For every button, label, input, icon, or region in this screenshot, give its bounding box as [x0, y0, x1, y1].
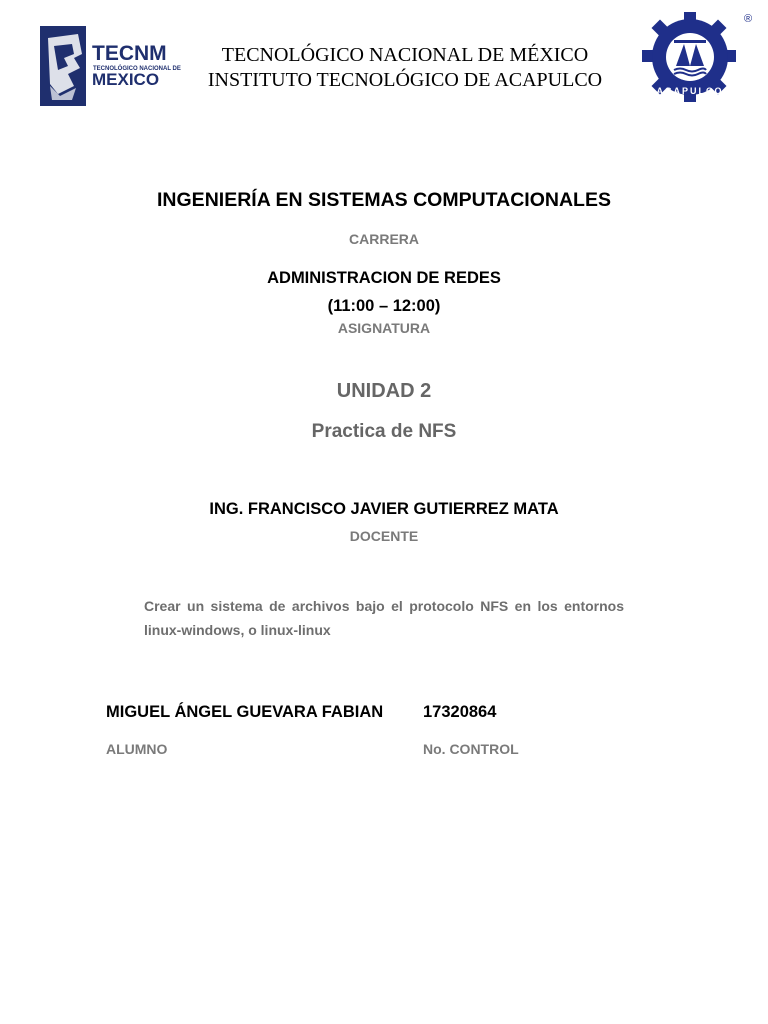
institute-name: INSTITUTO TECNOLÓGICO DE ACAPULCO — [207, 69, 603, 91]
teacher-name: ING. FRANCISCO JAVIER GUTIERREZ MATA — [209, 500, 559, 518]
unit-title: UNIDAD 2 — [336, 380, 432, 402]
registered-mark: ® — [744, 13, 753, 25]
institution-header — [180, 43, 630, 93]
control-label: No. CONTROL — [423, 741, 519, 757]
subject-label: ASIGNATURA — [337, 320, 431, 336]
practice-description: Crear un sistema de archivos bajo el protocolo NFS en los entornos linux-windows, o linux-linux — [144, 598, 624, 638]
subject-schedule: (11:00 – 12:00) — [327, 297, 441, 315]
control-number: 17320864 — [423, 703, 497, 721]
tecnm-logo-word1: TECNM — [92, 42, 167, 65]
career-name: INGENIERÍA EN SISTEMAS COMPUTACIONALES — [157, 189, 611, 211]
subject-name: ADMINISTRACION DE REDES — [267, 269, 501, 287]
career-label: CARRERA — [349, 231, 419, 247]
acapulco-logo — [640, 10, 752, 110]
tecnm-logo-word3: MEXICO — [92, 70, 160, 89]
student-name: MIGUEL ÁNGEL GUEVARA FABIAN — [106, 703, 384, 721]
acapulco-ring-text: ACAPULCO — [656, 86, 724, 96]
subject-block — [0, 264, 768, 320]
tecnm-logo-word2: TECNOLÓGICO NACIONAL DE — [93, 66, 181, 72]
practice-title: Practica de NFS — [311, 421, 457, 442]
tecnm-logo — [38, 24, 181, 108]
teacher-label: DOCENTE — [349, 528, 419, 544]
student-label: ALUMNO — [106, 741, 168, 757]
institution-name: TECNOLÓGICO NACIONAL DE MÉXICO — [221, 44, 589, 66]
